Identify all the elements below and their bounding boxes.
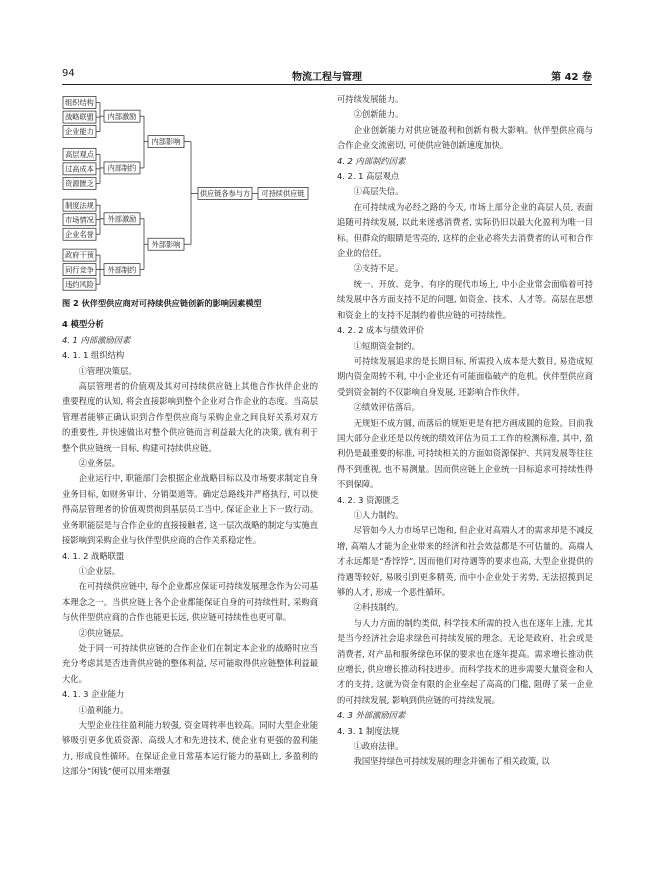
diagram-node-label: 企业名誉 <box>65 229 94 239</box>
item-heading: ②创新能力。 <box>353 109 404 120</box>
item-heading: ②业务层。 <box>78 458 121 469</box>
paragraph: 我国坚持绿色可持续发展的理念并颁布了相关政策, 以 <box>353 756 550 767</box>
item-heading: ②支持不足。 <box>353 263 404 274</box>
diagram-node-label: 外部激励 <box>107 214 137 224</box>
paragraph: 无规矩不成方圆, 而落后的规矩更是有把方画成圆的危险。目前我国大部分企业还是以传统的绩效评估为员工工作的检测标准, 其中, 盈利仍是最重要的标准, 可持续相关的方面如资源保护、共同发展等往往得不到重视, 也不易测量。因而供应链上企业统一目标追求可持续性得不到保障。 <box>337 417 593 490</box>
paragraph: 处于同一可持续供应链的合作企业们在制定本企业的战略时应当充分考虑其是否违背供应链的整体利益, 尽可能取得供应链整体利益最大化。 <box>62 642 318 684</box>
paragraph: 企业运行中, 职能部门会根据企业战略目标以及市场要求制定自身业务目标, 如财务审计、分销渠道等。确定总路线并严格执行, 可以使得高层管理者的价值观贯彻到基层员工当中, 保证企业上下一致行动。业务职能层是与合作企业的直接接触者, 这一层次战略的制定与实施直接影响到采购企业与伙伴型供应商的合作关系稳定性。 <box>62 473 318 546</box>
section-4-2-2-heading: 4. 2. 2 成本与绩效评价 <box>337 325 425 336</box>
diagram-node-label: 内部影响 <box>151 137 181 147</box>
left-column <box>62 92 318 780</box>
diagram-node-label: 外部影响 <box>151 239 181 249</box>
paragraph: 可持续发展追求的是长期目标, 所需投入成本是大数目, 易造成短期内资金周转不利, 中小企业还有可能面临破产的危机。伙伴型供应商受到资金制约不仅影响自身发展, 还影响合作伙伴。 <box>337 355 593 397</box>
section-4-3-1-heading: 4. 3. 1 制度法规 <box>337 725 400 736</box>
diagram-node-label: 同行竞争 <box>65 265 94 275</box>
running-header <box>62 68 592 84</box>
diagram-node-label: 过高成本 <box>65 164 94 174</box>
paragraph: 大型企业往往盈利能力较强, 资金周转率也较高。同时大型企业能够吸引更多优质资源、高级人才和先进技术, 使企业有更强的盈利能力, 形成良性循环。在保证企业日常基本运行能力的基础上, 多盈利的这部分“闲钱”便可以用来增强 <box>62 719 318 777</box>
item-heading: ①盈利能力。 <box>78 704 129 715</box>
item-heading: ②科技制约。 <box>353 602 404 613</box>
header-rule <box>62 84 592 85</box>
paragraph: 与人力方面的制约类似, 科学技术所需的投入也在逐年上涨, 尤其是当今经济社会追求绿色可持续发展的理念。无论是政府、社会或是消费者, 对产品和服务绿色环保的要求也在逐年提高。需求增长推动供应增长, 供应增长推动科技进步。而科学技术的进步需要大量资金和人才的支持, 这就为资金有限的企业垒起了高高的门槛, 阻碍了某一企业的可持续发展, 影响到供应链的可持续发展。 <box>337 617 593 705</box>
diagram-node-label: 违约风险 <box>65 279 94 289</box>
diagram-node-label: 内部制约 <box>107 163 137 173</box>
diagram-node-label: 外部制约 <box>107 265 137 275</box>
right-column <box>337 92 593 770</box>
paragraph: 在可持续供应链中, 每个企业都应保证可持续发展理念作为公司基本理念之一。当供应链上各个企业都能保证自身的可持续性时, 采购商与伙伴型供应商的合作也能更长远, 供应链可持续性也更可靠。 <box>62 581 318 623</box>
diagram-node-label: 资源匮乏 <box>65 178 94 188</box>
paragraph: 统一、开放、竞争、有序的现代市场上, 中小企业常会面临着可持续发展中各方面支持不足的问题, 如资金、技术、人才等。高层在思想和资金上的支持不足制约着供应链的可持续性。 <box>337 278 593 320</box>
diagram-node-label: 可持续供应链 <box>261 188 305 198</box>
paragraph: 高层管理者的价值观及其对可持续供应链上其他合作伙伴企业的重要程度的认知, 将会直接影响到整个企业对合作企业的态度。当高层管理者能够正确认识到合作型供应商与采购企业之间良好关系对双方的重要性, 并快速做出对整个供应链而言利益最大化的决策, 就有利于整个供应链统一目标, 构建可持续供应链。 <box>62 381 318 453</box>
paragraph: 企业创新能力对供应链盈利和创新有极大影响。伙伴型供应商与合作企业交流密切, 可使供应链创新速度加快。 <box>337 124 593 151</box>
diagram-node-label: 供应链各参与方 <box>199 188 251 198</box>
section-4-2-heading: 4. 2 内部制约因素 <box>337 155 406 166</box>
paragraph: 尽管如今人力市场早已饱和, 但企业对高端人才的需求却是不减反增, 高端人才能为企业带来的经济和社会效益都是不可估量的。高端人才永远都是“香饽饽”, 因而他们对待遇等的要求也高, 大型企业提供的待遇等较好, 易吸引到更多精英, 而中小企业处于劣势, 无法招揽到足够的人才, 形成一个恶性循环。 <box>337 525 593 597</box>
diagram-node-label: 高层观点 <box>65 149 94 159</box>
section-4-2-1-heading: 4. 2. 1 高层观点 <box>337 171 400 182</box>
figure-caption: 图 2 伙伴型供应商对可持续供应链创新的影响因素模型 <box>62 298 262 308</box>
diagram-node-label: 市场情况 <box>65 215 94 225</box>
item-heading: ①人力制约。 <box>353 509 404 520</box>
diagram-node-label: 内部激励 <box>107 111 137 121</box>
section-4-1-1-heading: 4. 1. 1 组织结构 <box>62 350 125 361</box>
item-heading: ①管理决策层。 <box>78 365 137 376</box>
diagram-node-label: 企业能力 <box>65 127 94 137</box>
volume-label: 第 42 卷 <box>551 72 592 83</box>
diagram-node-label: 政府干预 <box>65 250 94 260</box>
section-4-1-3-heading: 4. 1. 3 企业能力 <box>62 689 125 700</box>
diagram-node-label: 制度法规 <box>65 200 94 210</box>
section-4-3-heading: 4. 3 外部激励因素 <box>337 710 406 721</box>
section-4-1-heading: 4. 1 内部激励因素 <box>62 334 131 345</box>
section-4-heading: 4 模型分析 <box>62 319 104 330</box>
paragraph: 在可持续成为必经之路的今天, 市场上部分企业的高层人员, 表面追随可持续发展, 以此来迷惑消费者, 实际仍旧以最大化盈利为唯一目标。但群众的眼睛是雪亮的, 这样的企业必将失去消费者的认可和合作企业的信任。 <box>337 201 593 259</box>
diagram-node-label: 战略联盟 <box>65 112 94 122</box>
item-heading: ②绩效评估落后。 <box>353 402 420 413</box>
paragraph-continued: 可持续发展能力。 <box>337 94 404 104</box>
diagram-node-label: 组织结构 <box>65 98 94 108</box>
figure-2 <box>62 92 318 292</box>
item-heading: ①政府法律。 <box>353 741 404 752</box>
item-heading: ②供应链层。 <box>78 627 129 638</box>
item-heading: ①短期资金制约。 <box>353 340 420 351</box>
section-4-1-2-heading: 4. 1. 2 战略联盟 <box>62 550 125 561</box>
item-heading: ①高层失信。 <box>353 186 404 197</box>
factor-model-diagram <box>62 92 318 292</box>
item-heading: ①企业层。 <box>78 565 121 576</box>
page-number: 94 <box>62 68 75 79</box>
journal-title: 物流工程与管理 <box>292 72 362 83</box>
section-4-2-3-heading: 4. 2. 3 资源匮乏 <box>337 494 400 505</box>
